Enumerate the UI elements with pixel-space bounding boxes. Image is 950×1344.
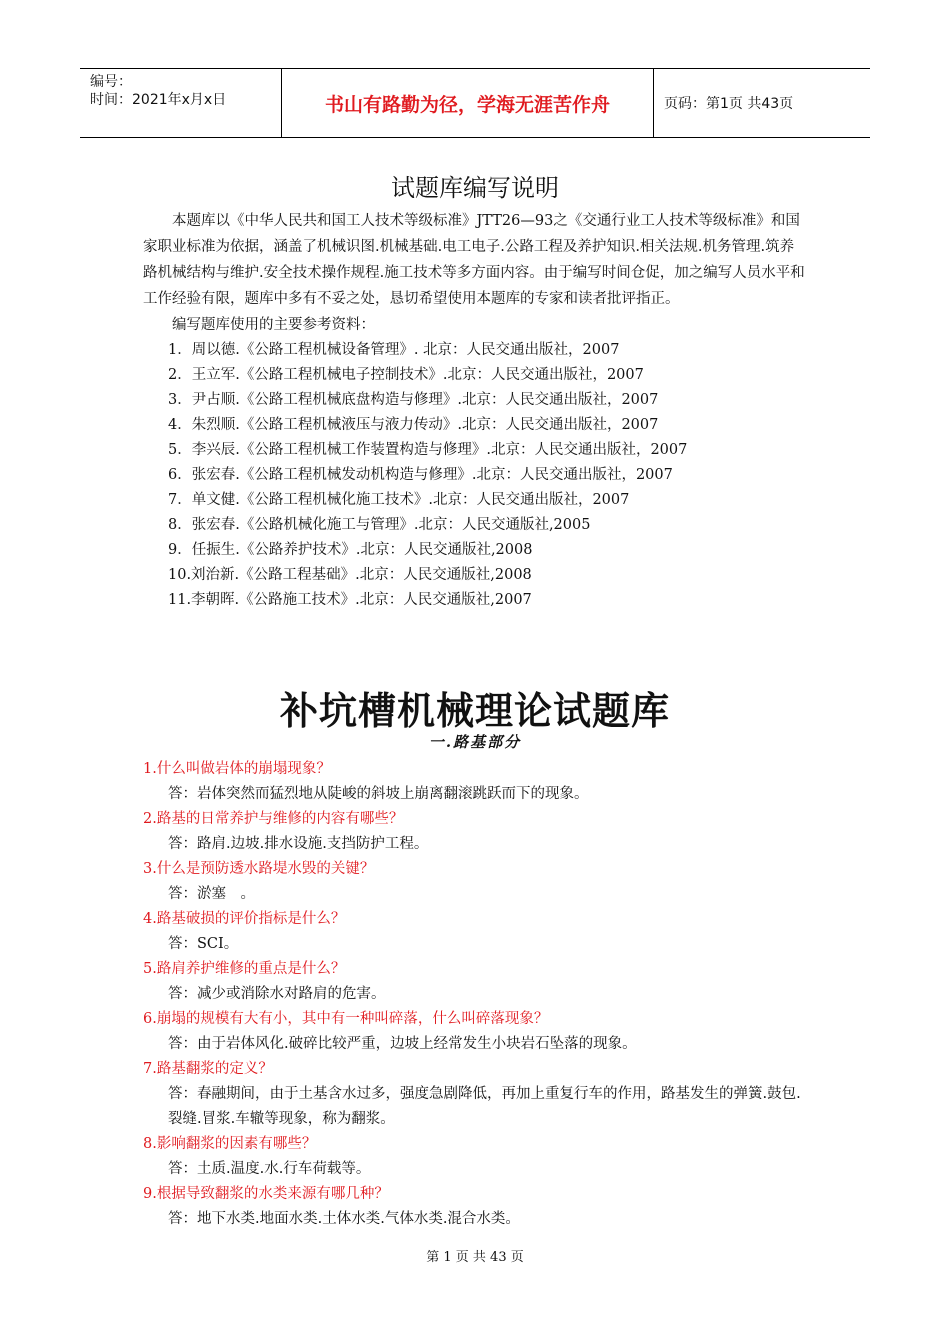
reference-item: 6．张宏春.《公路工程机械发动机构造与修理》.北京：人民交通出版社，2007 bbox=[168, 467, 673, 483]
section-title: 一.路基部分 bbox=[428, 733, 522, 751]
answer: 答：岩体突然而猛烈地从陡峻的斜坡上崩离翻滚跳跃而下的现象。 bbox=[168, 786, 589, 802]
reference-list bbox=[143, 338, 807, 613]
question: 3.什么是预防透水路堤水毁的关键？ bbox=[143, 861, 375, 877]
question: 8.影响翻浆的因素有哪些？ bbox=[143, 1136, 317, 1152]
qa-list bbox=[143, 757, 807, 1232]
page-footer: 第 1 页 共 43 页 bbox=[426, 1250, 524, 1265]
main-title: 补坑槽机械理论试题库 bbox=[279, 689, 670, 733]
header-page-info: 页码：第1页 共43页 bbox=[664, 96, 794, 112]
answer: 答：地下水类.地面水类.土体水类.气体水类.混合水类。 bbox=[168, 1211, 520, 1227]
reference-item: 9．任振生.《公路养护技术》.北京：人民交通版社,2008 bbox=[168, 542, 533, 558]
header-motto: 书山有路勤为径，学海无涯苦作舟 bbox=[282, 69, 654, 137]
reference-item: 2．王立军.《公路工程机械电子控制技术》.北京：人民交通出版社，2007 bbox=[168, 367, 644, 383]
reference-item: 3．尹占顺.《公路工程机械底盘构造与修理》.北京：人民交通出版社，2007 bbox=[168, 392, 659, 408]
question: 7.路基翻浆的定义？ bbox=[143, 1061, 273, 1077]
number-label: 编号： bbox=[90, 74, 132, 90]
question: 1.什么叫做岩体的崩塌现象？ bbox=[143, 761, 331, 777]
question: 9.根据导致翻浆的水类来源有哪几种？ bbox=[143, 1186, 389, 1202]
intro-section bbox=[143, 208, 807, 613]
answer: 答：春融期间，由于土基含水过多，强度急剧降低，再加上重复行车的作用，路基发生的弹簧.鼓包.裂缝.冒浆.车辙等现象，称为翻浆。 bbox=[168, 1086, 801, 1127]
answer: 答：土质.温度.水.行车荷载等。 bbox=[168, 1161, 371, 1177]
reference-item: 1．周以德.《公路工程机械设备管理》. 北京：人民交通出版社，2007 bbox=[168, 342, 620, 358]
question: 5.路肩养护维修的重点是什么？ bbox=[143, 961, 346, 977]
refs-heading: 编写题库使用的主要参考资料： bbox=[172, 317, 375, 333]
reference-item: 7．单文健.《公路工程机械化施工技术》.北京：人民交通出版社，2007 bbox=[168, 492, 630, 508]
question: 6.崩塌的规模有大有小，其中有一种叫碎落，什么叫碎落现象？ bbox=[143, 1011, 549, 1027]
question: 4.路基破损的评价指标是什么？ bbox=[143, 911, 346, 927]
answer: 答：路肩.边坡.排水设施.支挡防护工程。 bbox=[168, 836, 429, 852]
intro-title: 试题库编写说明 bbox=[391, 174, 559, 202]
header-meta-cell bbox=[80, 69, 282, 137]
reference-item: 4．朱烈顺.《公路工程机械液压与液力传动》.北京：人民交通出版社，2007 bbox=[168, 417, 659, 433]
answer: 答：由于岩体风化.破碎比较严重，边坡上经常发生小块岩石坠落的现象。 bbox=[168, 1036, 637, 1052]
answer: 答：减少或消除水对路肩的危害。 bbox=[168, 986, 386, 1002]
answer: 答：淤塞 。 bbox=[168, 886, 255, 902]
reference-item: 10.刘治新.《公路工程基础》.北京：人民交通版社,2008 bbox=[168, 567, 532, 583]
reference-item: 11.李朝晖.《公路施工技术》.北京：人民交通版社,2007 bbox=[168, 592, 532, 608]
intro-paragraph: 本题库以《中华人民共和国工人技术等级标准》JTT26—93之《交通行业工人技术等级标准》和国家职业标准为依据，涵盖了机械识图.机械基础.电工电子.公路工程及养护知识.相关法规.机务管理.筑养路机械结构与维护.安全技术操作规程.施工技术等多方面内容。由于编写时间仓促，加之编写人员水平和工作经验有限，题库中多有不妥之处，恳切希望使用本题库的专家和读者批评指正。 bbox=[143, 213, 805, 307]
question: 2.路基的日常养护与维修的内容有哪些？ bbox=[143, 811, 404, 827]
reference-item: 8．张宏春.《公路机械化施工与管理》.北京：人民交通版社,2005 bbox=[168, 517, 591, 533]
time-label: 时间：2021年x月x日 bbox=[90, 92, 227, 108]
answer: 答：SCI。 bbox=[168, 936, 239, 952]
reference-item: 5．李兴辰.《公路工程机械工作装置构造与修理》.北京：人民交通出版社，2007 bbox=[168, 442, 688, 458]
header-table bbox=[80, 68, 870, 138]
